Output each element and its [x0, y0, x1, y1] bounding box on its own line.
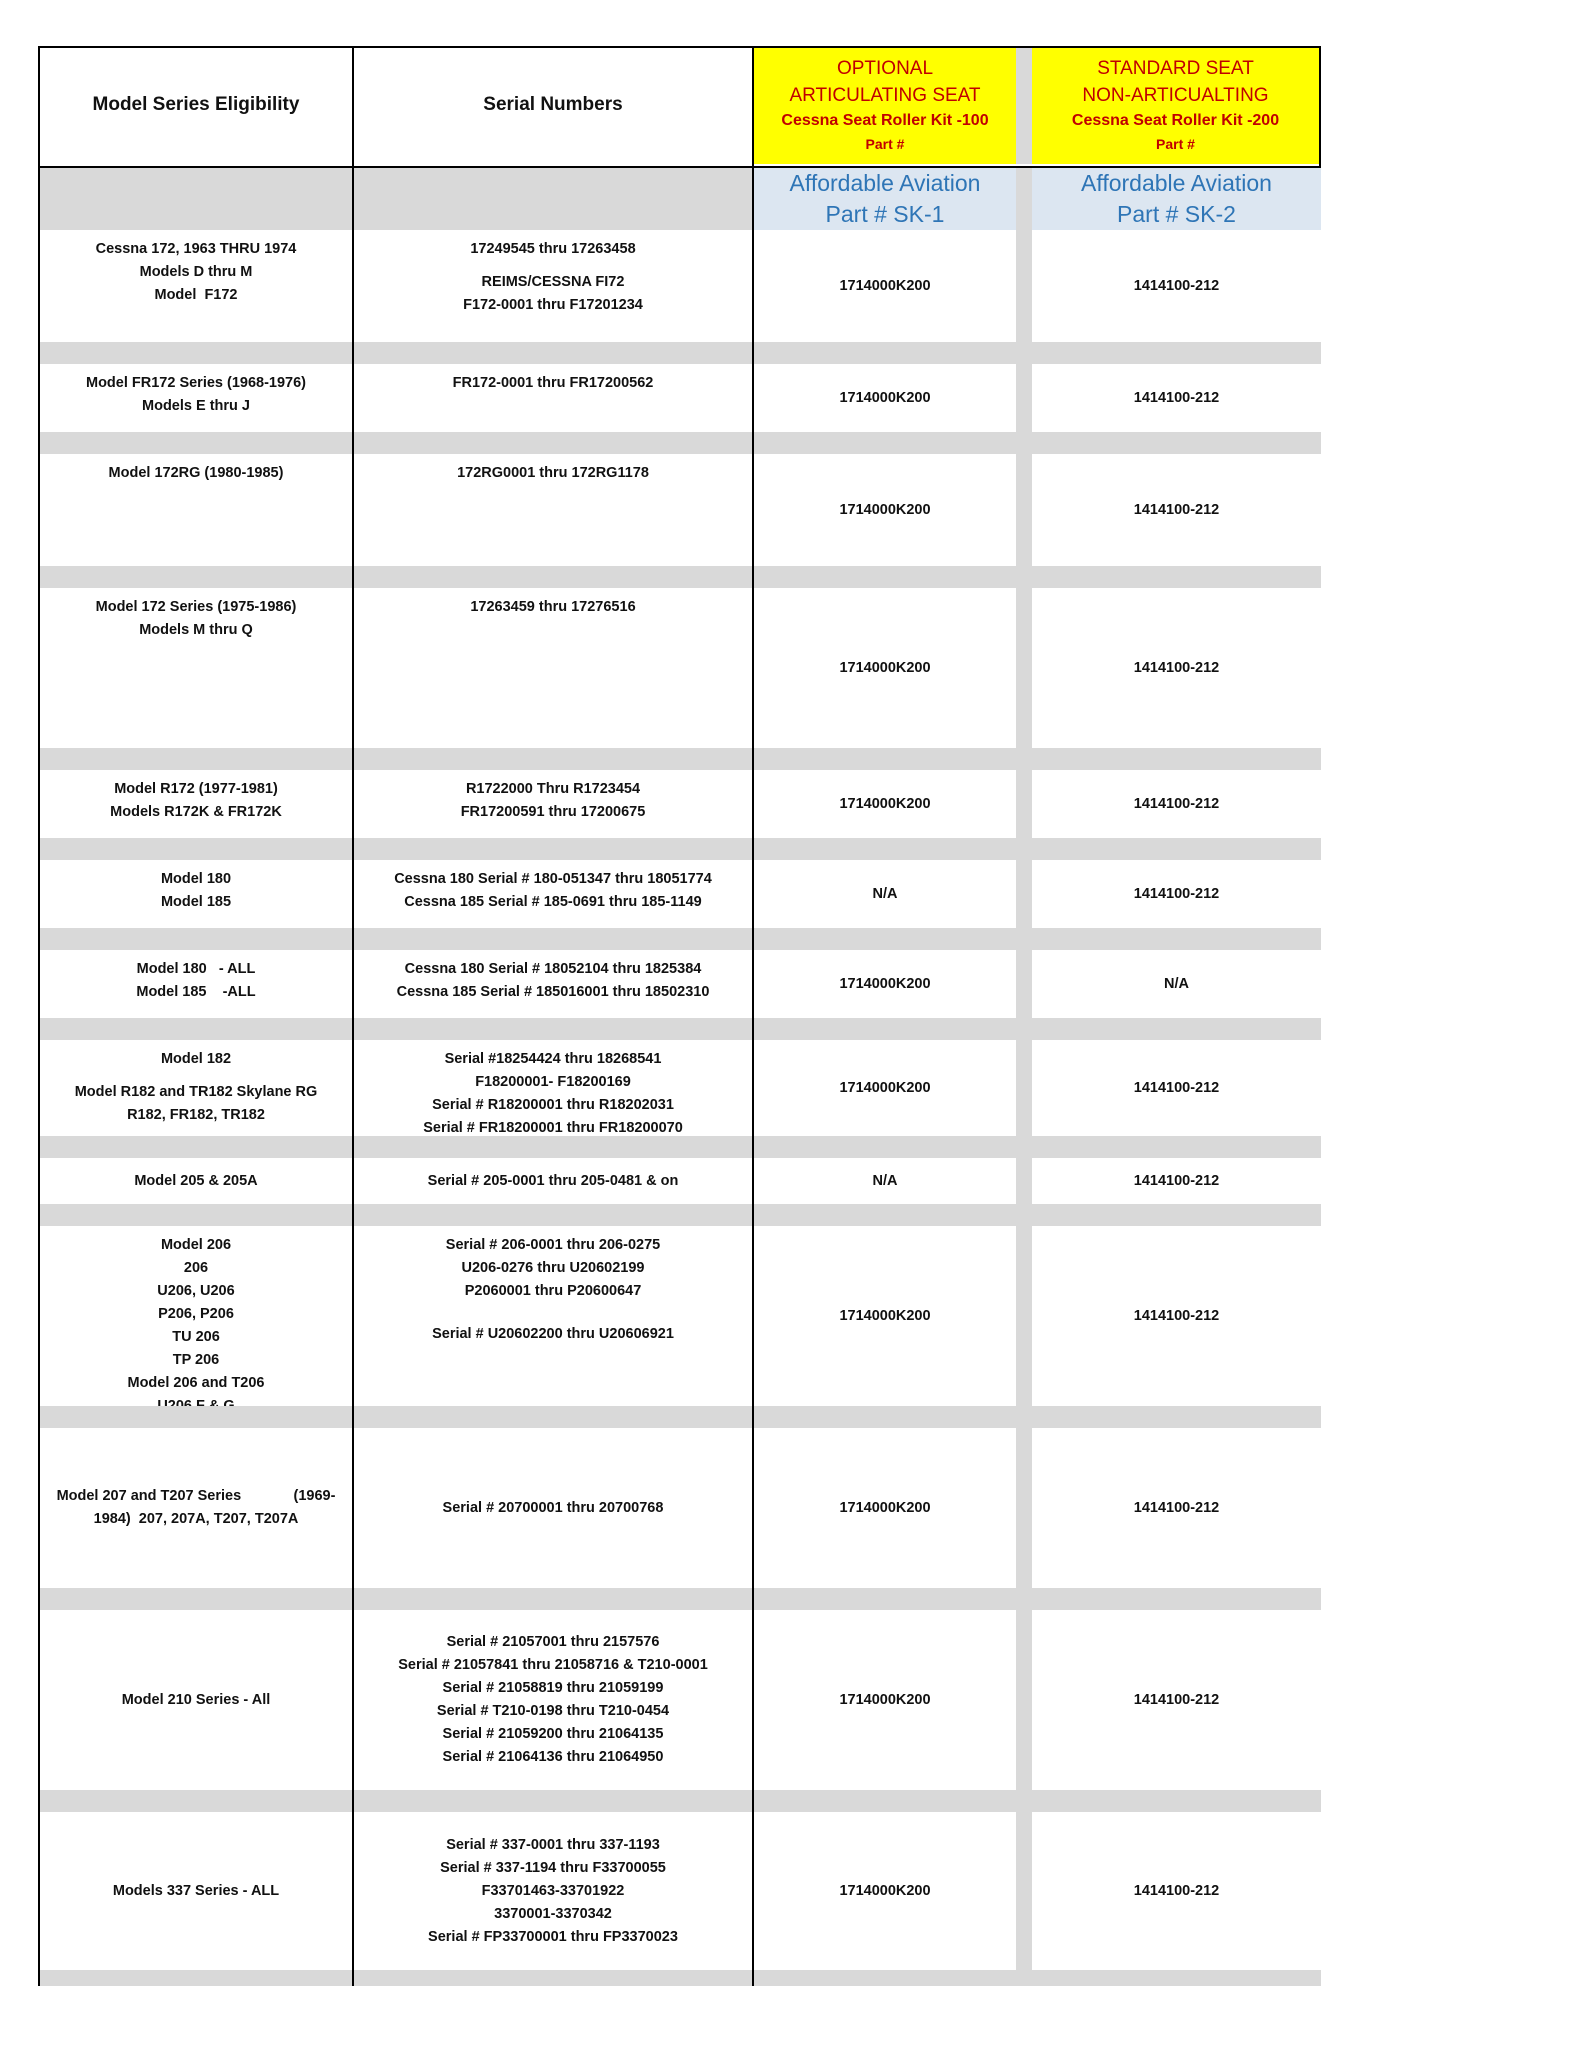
model-cell-line: Model FR172 Series (1968-1976) [85, 375, 307, 391]
model-cell-line: U206, U206 [157, 1283, 235, 1299]
model-cell-line: Model 172 Series (1975-1986) [95, 599, 297, 615]
sk2-part-cell [1032, 950, 1321, 1018]
sk2-part-number: 1414100-212 [1133, 389, 1220, 406]
grid-line-left [38, 46, 40, 1986]
sk1-part-number: 1714000K200 [839, 1499, 931, 1516]
serials-cell-line: Serial # T210-0198 thru T210-0454 [436, 1703, 670, 1719]
serials-cell-line: Cessna 180 Serial # 180-051347 thru 18051774 [394, 871, 712, 887]
serials-cell-line: F18200001- F18200169 [475, 1074, 631, 1090]
column-separator [1016, 454, 1032, 566]
sk1-part-cell [754, 588, 1016, 748]
model-cell-line: Models M thru Q [139, 622, 253, 638]
column-separator [1016, 950, 1032, 1018]
sk1-part-number: 1714000K200 [839, 1079, 931, 1096]
table-header [38, 46, 1321, 168]
sub-band-sep [1016, 168, 1032, 230]
grid-line-col3 [752, 46, 754, 1986]
header-optional-line2: ARTICULATING SEAT [789, 85, 981, 106]
sk2-part-number: 1414100-212 [1133, 1691, 1220, 1708]
serials-cell-line: Serial # 21064136 thru 21064950 [442, 1749, 664, 1765]
table-row [38, 1428, 1321, 1588]
model-cell [40, 1428, 352, 1588]
sk1-part-number: 1714000K200 [839, 1882, 931, 1899]
model-cell-line: Model 206 and T206 [127, 1375, 265, 1391]
sk2-part-number: 1414100-212 [1133, 795, 1220, 812]
column-separator [1016, 364, 1032, 432]
header-standard-line3: Cessna Seat Roller Kit -200 [1071, 112, 1280, 129]
header-optional-line4: Part # [865, 136, 905, 152]
serials-cell-line: Serial # FP33700001 thru FP3370023 [428, 1928, 678, 1945]
serials-cell [354, 1812, 752, 1970]
model-cell-line: Model F172 [154, 287, 238, 303]
sk1-part-number: N/A [872, 1172, 898, 1189]
model-cell [40, 1226, 352, 1406]
sk1-part-number: N/A [872, 885, 898, 902]
model-cell [40, 1812, 352, 1970]
model-cell [40, 1040, 352, 1136]
model-cell [40, 454, 352, 566]
table-row [38, 364, 1321, 432]
sk1-part-cell [754, 950, 1016, 1018]
model-cell-line: R182, FR182, TR182 [127, 1107, 265, 1123]
column-separator [1016, 1812, 1032, 1970]
serials-cell-line: Serial # 21059200 thru 21064135 [442, 1726, 664, 1742]
serials-cell-line: R1722000 Thru R1723454 [465, 781, 641, 797]
serials-cell-line: Serial # FR18200001 thru FR18200070 [423, 1120, 683, 1136]
sk1-part-number: 1714000K200 [839, 795, 931, 812]
serials-cell-line: 172RG0001 thru 172RG1178 [457, 465, 649, 481]
table-row [38, 1226, 1321, 1406]
sk1-part-cell [754, 1812, 1016, 1970]
serials-cell-line: F172-0001 thru F17201234 [463, 297, 643, 313]
header-standard-seat [1032, 46, 1319, 164]
sk1-part-cell [754, 1428, 1016, 1588]
affordable-sk1-line2: Part # SK-1 [825, 201, 945, 227]
sk1-part-number: 1714000K200 [839, 501, 931, 518]
grid-line-right [1319, 46, 1321, 168]
sk2-part-cell [1032, 364, 1321, 432]
row-separator-band [38, 432, 1321, 454]
sk2-part-number: 1414100-212 [1133, 659, 1220, 676]
serials-cell [354, 770, 752, 838]
header-optional-seat [754, 46, 1016, 164]
sk2-part-cell [1032, 1040, 1321, 1136]
header-standard-line4: Part # [1156, 136, 1195, 152]
serials-cell-line: Serial # 21058819 thru 21059199 [442, 1680, 664, 1696]
serials-cell-line: Serial # U20602200 thru U20606921 [432, 1326, 674, 1342]
model-cell-line: Model 185 [160, 894, 232, 910]
table-row [38, 950, 1321, 1018]
table-row [38, 860, 1321, 928]
sk2-part-number: 1414100-212 [1133, 1307, 1220, 1324]
serials-cell [354, 364, 752, 432]
model-cell-line: Model 172RG (1980-1985) [108, 465, 284, 481]
sk2-part-cell [1032, 1226, 1321, 1406]
sk1-part-cell [754, 1226, 1016, 1406]
affordable-sk2-line1: Affordable Aviation [1081, 170, 1272, 196]
sk1-part-number: 1714000K200 [839, 1691, 931, 1708]
header-serial-numbers [354, 46, 752, 164]
grid-line-col2 [352, 46, 354, 1986]
row-separator-band [38, 1790, 1321, 1812]
model-cell-line: Model 182 [160, 1051, 232, 1067]
model-cell-line: P206, P206 [158, 1306, 234, 1322]
serials-cell-line: 3370001-3370342 [494, 1905, 612, 1922]
table-row [38, 1812, 1321, 1970]
model-cell [40, 1610, 352, 1790]
sk2-part-number: N/A [1164, 975, 1189, 992]
header-model-series-label: Model Series Eligibility [92, 94, 300, 115]
model-cell-line: Model 185 -ALL [136, 984, 256, 1000]
model-cell-line: Model 180 [160, 871, 232, 887]
serials-cell-line: 17263459 thru 17276516 [470, 599, 636, 615]
serials-cell-line: FR17200591 thru 17200675 [460, 804, 646, 820]
model-cell [40, 588, 352, 748]
sk2-part-cell [1032, 1428, 1321, 1588]
sub-band-left [38, 168, 754, 230]
sk1-part-cell [754, 1610, 1016, 1790]
model-cell-line: Models E thru J [142, 398, 250, 414]
row-separator-band [38, 838, 1321, 860]
model-cell-line: Cessna 172, 1963 THRU 1974 [95, 241, 297, 257]
affordable-sk1 [754, 168, 1016, 230]
serials-cell-line: Serial #18254424 thru 18268541 [444, 1051, 662, 1067]
model-cell-line: Model 206 [160, 1237, 232, 1253]
column-separator [1016, 1040, 1032, 1136]
sk2-part-cell [1032, 588, 1321, 748]
header-optional-line3: Cessna Seat Roller Kit -100 [781, 112, 989, 129]
header-optional-line1: OPTIONAL [836, 58, 934, 79]
serials-cell-line: Serial # 337-0001 thru 337-1193 [446, 1836, 660, 1853]
serials-cell-line: Cessna 180 Serial # 18052104 thru 1825384 [404, 961, 702, 977]
affordable-sk1-line1: Affordable Aviation [789, 170, 981, 196]
serials-cell [354, 1226, 752, 1406]
row-separator-band [38, 1018, 1321, 1040]
header-standard-line1: STANDARD SEAT [1097, 58, 1254, 79]
sk2-part-cell [1032, 1812, 1321, 1970]
row-separator-band [38, 748, 1321, 770]
serials-cell [354, 1040, 752, 1136]
row-separator-band [38, 342, 1321, 364]
model-cell-line: Models D thru M [139, 264, 253, 280]
serials-cell [354, 950, 752, 1018]
serials-cell-line: Cessna 185 Serial # 185-0691 thru 185-1149 [404, 894, 702, 910]
sk1-part-number: 1714000K200 [839, 389, 931, 406]
model-cell [40, 1158, 352, 1204]
sk2-part-number: 1414100-212 [1133, 1882, 1220, 1899]
header-standard-line2: NON-ARTICUALTING [1082, 85, 1269, 106]
row-separator-band [38, 928, 1321, 950]
table-row [38, 230, 1321, 342]
row-separator-band [38, 1406, 1321, 1428]
column-separator [1016, 770, 1032, 838]
row-separator-band [38, 1204, 1321, 1226]
column-separator [1016, 1158, 1032, 1204]
sk1-part-cell [754, 1040, 1016, 1136]
serials-cell-line: Serial # 21057841 thru 21058716 & T210-0001 [398, 1657, 708, 1673]
model-cell-line: Model 205 & 205A [134, 1172, 258, 1189]
column-separator [1016, 1226, 1032, 1406]
model-cell [40, 860, 352, 928]
column-separator [1016, 860, 1032, 928]
sk2-part-cell [1032, 770, 1321, 838]
model-cell-line: TU 206 [172, 1329, 220, 1345]
column-separator [1016, 230, 1032, 342]
serials-cell-line: P2060001 thru P20600647 [464, 1283, 642, 1299]
grid-line-header-bottom [38, 166, 1321, 168]
sk1-part-cell [754, 364, 1016, 432]
sk2-part-cell [1032, 1610, 1321, 1790]
table-row [38, 1040, 1321, 1136]
model-cell-line: 206 [183, 1260, 209, 1276]
sk2-part-cell [1032, 860, 1321, 928]
sk2-part-cell [1032, 1158, 1321, 1204]
model-cell-line: Model 210 Series - All [121, 1691, 271, 1708]
sk2-part-number: 1414100-212 [1133, 1499, 1220, 1516]
serials-cell-line: Cessna 185 Serial # 185016001 thru 18502310 [396, 984, 710, 1000]
column-separator [1016, 1428, 1032, 1588]
serials-cell-line: U206-0276 thru U20602199 [461, 1260, 645, 1276]
serials-cell [354, 230, 752, 342]
serials-cell-line: Serial # R18200001 thru R18202031 [432, 1097, 674, 1113]
serials-cell-line: Serial # 206-0001 thru 206-0275 [445, 1237, 661, 1253]
serials-cell [354, 860, 752, 928]
model-cell-line: Model R182 and TR182 Skylane RG [74, 1084, 318, 1100]
sk2-part-number: 1414100-212 [1133, 277, 1220, 294]
sk2-part-cell [1032, 454, 1321, 566]
table-row [38, 1158, 1321, 1204]
sk1-part-cell [754, 770, 1016, 838]
row-separator-band [38, 566, 1321, 588]
header-serial-numbers-label: Serial Numbers [483, 94, 623, 115]
model-cell-line: Model R172 (1977-1981) [114, 781, 278, 797]
model-cell-line: Model 207 and T207 Series (1969- [56, 1488, 336, 1504]
grid-line-top [38, 46, 1321, 48]
sk1-part-number: 1714000K200 [839, 277, 931, 294]
serials-cell-line: Serial # 337-1194 thru F33700055 [440, 1859, 666, 1876]
serials-cell-line: Serial # 205-0001 thru 205-0481 & on [427, 1172, 679, 1189]
model-cell [40, 770, 352, 838]
model-cell [40, 230, 352, 342]
row-separator-band [38, 1588, 1321, 1610]
sk2-part-cell [1032, 230, 1321, 342]
serials-cell [354, 454, 752, 566]
model-cell [40, 364, 352, 432]
serials-cell-line: 17249545 thru 17263458 [470, 241, 636, 257]
sk2-part-number: 1414100-212 [1133, 1079, 1220, 1096]
serials-cell [354, 1610, 752, 1790]
row-separator-band [38, 1136, 1321, 1158]
model-cell-line: Models 337 Series - ALL [112, 1882, 280, 1899]
sk2-part-number: 1414100-212 [1133, 885, 1220, 902]
model-cell-line: Model 180 - ALL [136, 961, 256, 977]
sk1-part-cell [754, 230, 1016, 342]
serials-cell [354, 588, 752, 748]
affordable-sk2-line2: Part # SK-2 [1117, 201, 1236, 227]
serials-cell [354, 1158, 752, 1204]
model-cell [40, 950, 352, 1018]
column-separator [1016, 588, 1032, 748]
sk2-part-number: 1414100-212 [1133, 1172, 1220, 1189]
table-row [38, 588, 1321, 748]
affordable-sk2 [1032, 168, 1321, 230]
sk1-part-cell [754, 1158, 1016, 1204]
table-row [38, 770, 1321, 838]
sk2-part-number: 1414100-212 [1133, 501, 1220, 518]
header-separator [1016, 46, 1032, 164]
row-separator-band [38, 1970, 1321, 1986]
serials-cell-line: FR172-0001 thru FR17200562 [452, 375, 654, 391]
table-row [38, 1610, 1321, 1790]
sk1-part-number: 1714000K200 [839, 975, 931, 992]
header-model-series [40, 46, 352, 164]
model-cell-line: Models R172K & FR172K [110, 804, 282, 820]
serials-cell-line: F33701463-33701922 [481, 1882, 625, 1899]
serials-cell-line: Serial # 21057001 thru 2157576 [446, 1634, 660, 1650]
column-separator [1016, 1610, 1032, 1790]
model-cell-line: 1984) 207, 207A, T207, T207A [93, 1511, 299, 1527]
affordable-aviation-row [38, 168, 1321, 230]
serials-cell [354, 1428, 752, 1588]
model-cell-line: TP 206 [172, 1352, 220, 1368]
table-row [38, 454, 1321, 566]
sk1-part-number: 1714000K200 [839, 659, 931, 676]
serials-cell-line: REIMS/CESSNA FI72 [481, 274, 625, 290]
sk1-part-cell [754, 454, 1016, 566]
serials-cell-line: Serial # 20700001 thru 20700768 [442, 1499, 664, 1516]
sk1-part-number: 1714000K200 [839, 1307, 931, 1324]
sk1-part-cell [754, 860, 1016, 928]
